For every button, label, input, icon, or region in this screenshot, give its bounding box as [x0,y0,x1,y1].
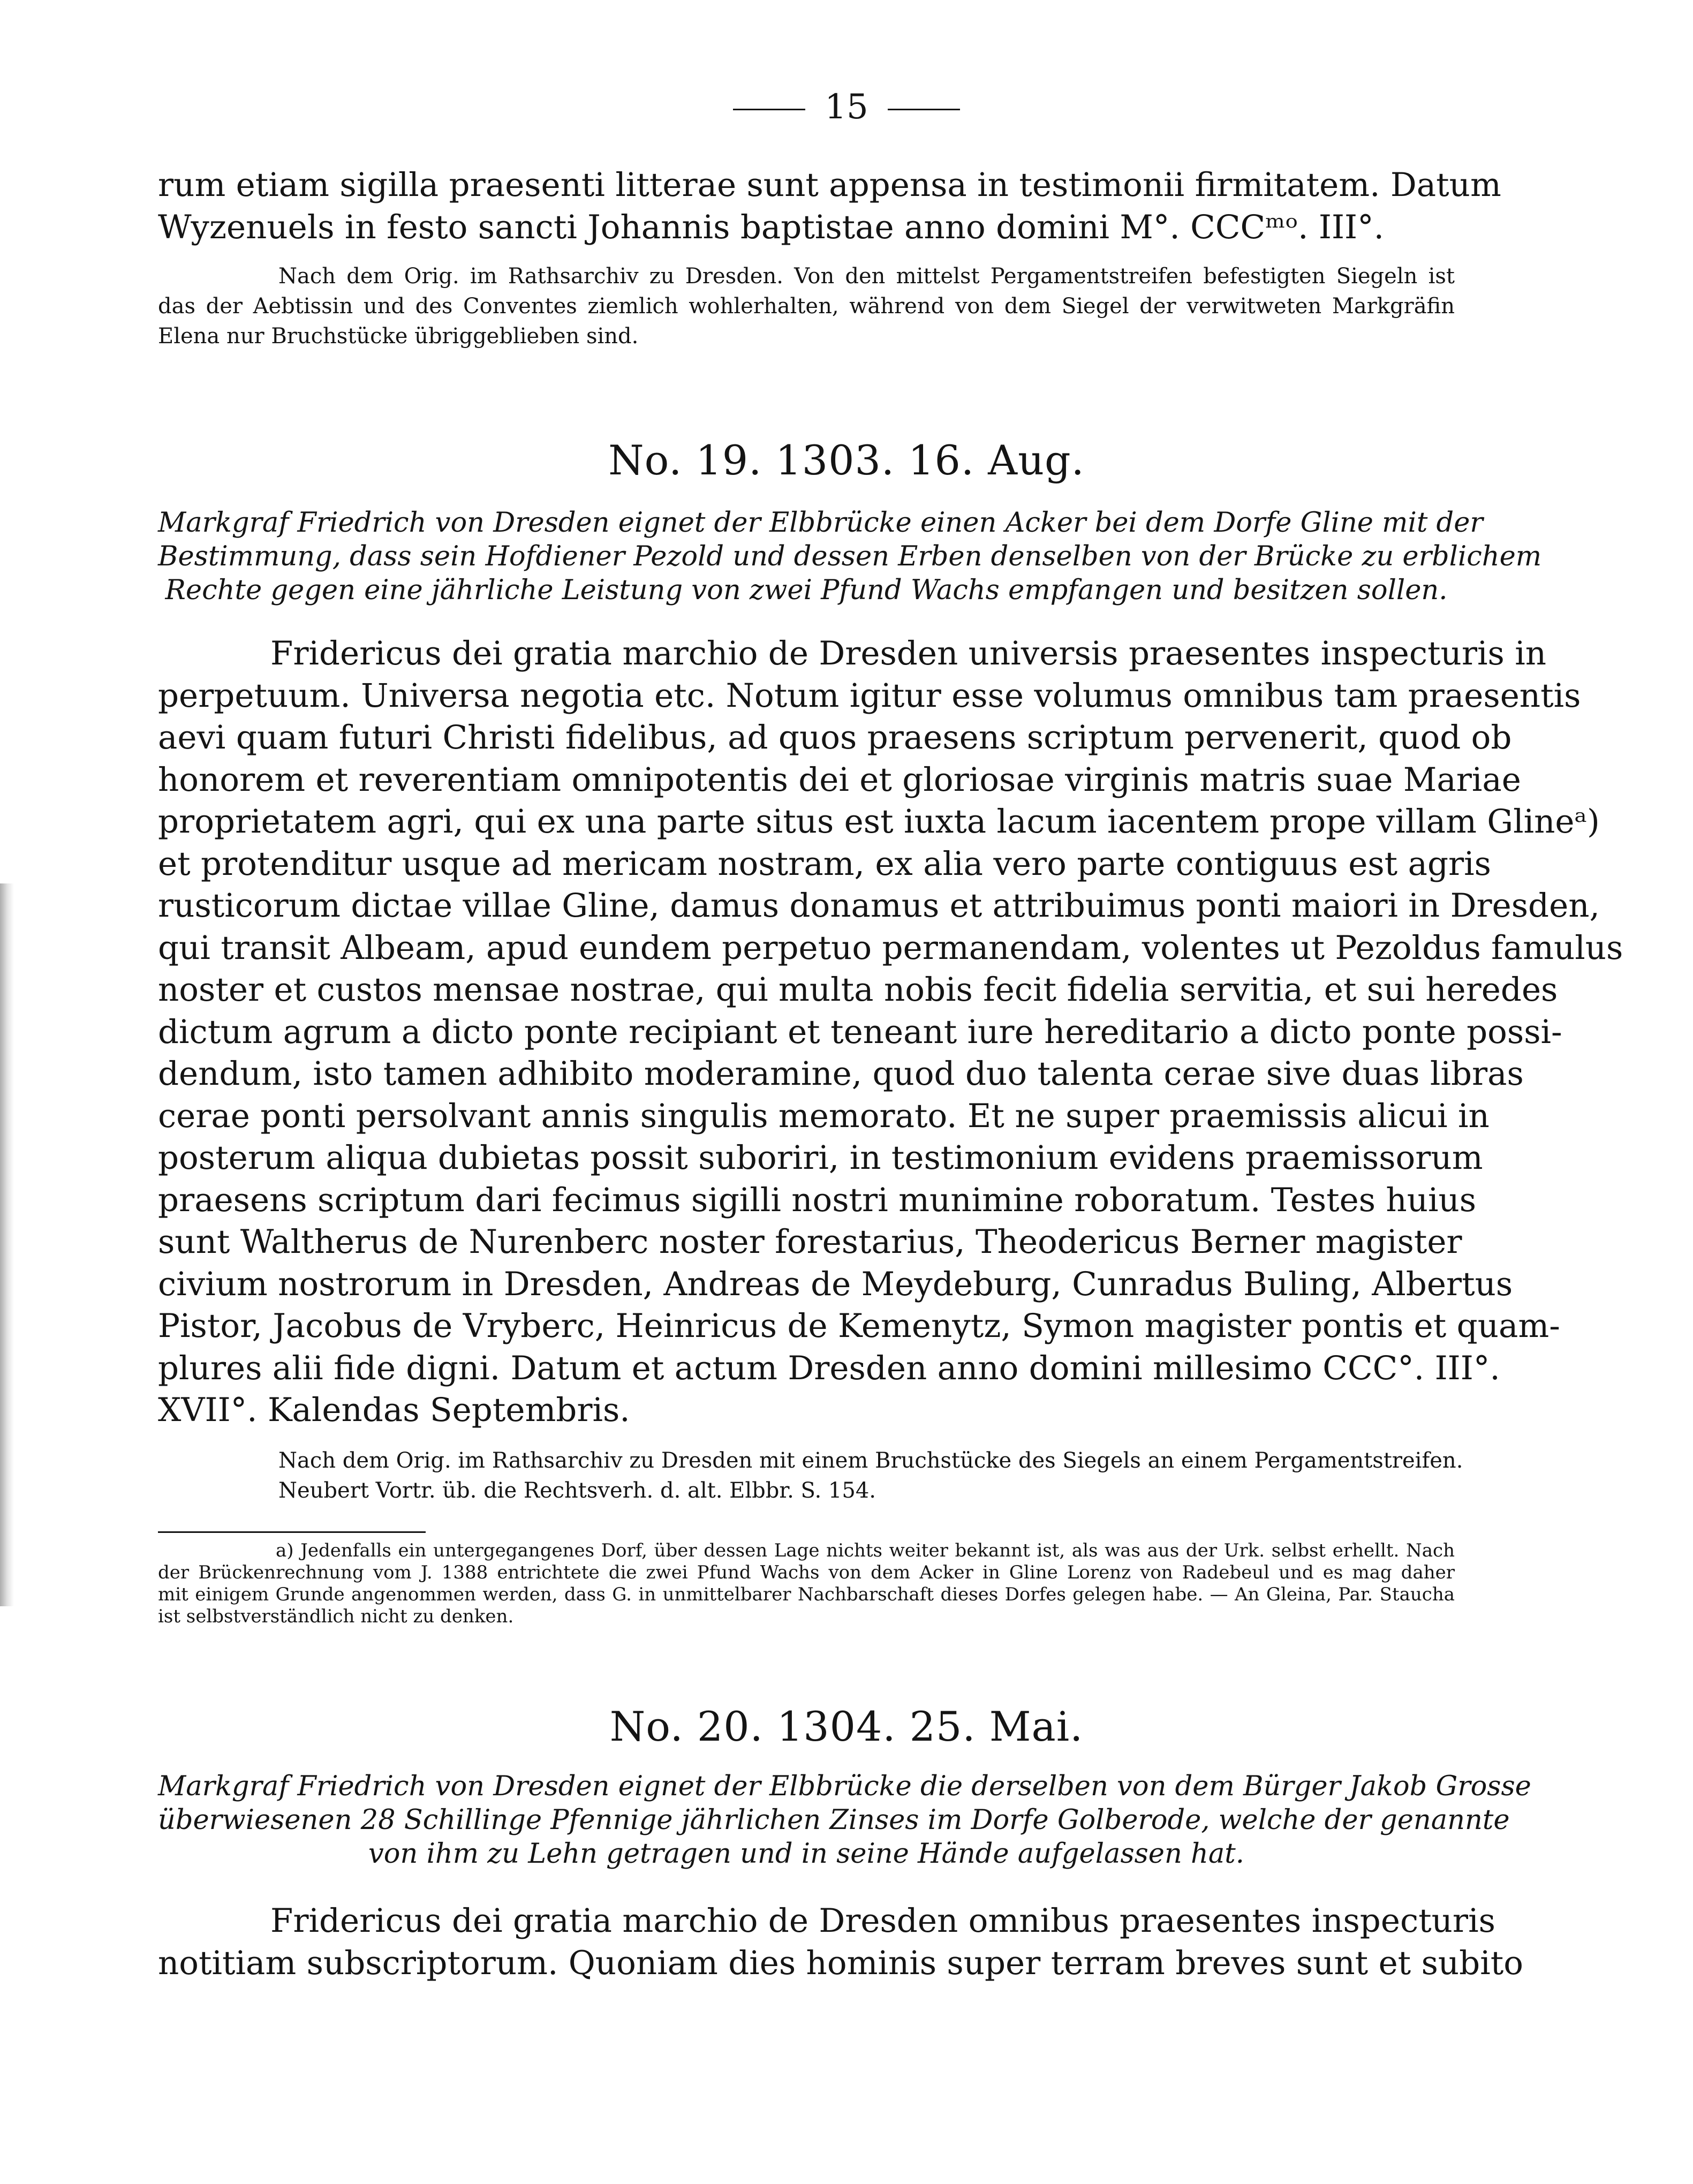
summary-line: Markgraf Friedrich von Dresden eignet der Elbbrücke die derselben von dem Bürger Jakob Grosse [158,1771,1531,1802]
note-line: Nach dem Orig. im Rathsarchiv zu Dresden mit einem Bruchstücke des Siegels an einem Pergamentstreifen. [278,1448,1463,1473]
text-line: perpetuum. Universa negotia etc. Notum igitur esse volumus omnibus tam praesentis [158,676,1581,715]
footnote-line: a) Jedenfalls ein untergegangenes Dorf, über dessen Lage nichts weiter bekannt ist, als was aus der Urk. selbst erhellt. Nach [276,1540,1455,1561]
page-number [0,86,1693,129]
folio-rule-right [888,109,960,110]
text-line: rum etiam sigilla praesenti litterae sunt appensa in testimonii firmitatem. Datum [158,166,1501,204]
summary-line: Bestimmung, dass sein Hofdiener Pezold und dessen Erben denselben von der Brücke zu erblichem [158,541,1542,572]
carryover-text [158,164,1501,248]
text-line: cerae ponti persolvant annis singulis memorato. Et ne super praemissis alicui in [158,1097,1490,1135]
document-summary-20 [158,1770,1531,1871]
folio-rule-left [733,109,805,110]
text-line: qui transit Albeam, apud eundem perpetuo permanendam, volentes ut Pezoldus famulus [158,928,1623,967]
text-line: praesens scriptum dari fecimus sigilli nostri munimine roboratum. Testes huius [158,1181,1477,1219]
text-line: dendum, isto tamen adhibito moderamine, quod duo talenta cerae sive duas libras [158,1055,1524,1093]
footnote-rule [158,1531,426,1533]
text-line: honorem et reverentiam omnipotentis dei et gloriosae virginis matris suae Mariae [158,760,1521,799]
text-line: civium nostrorum in Dresden, Andreas de Meydeburg, Cunradus Buling, Albertus [158,1265,1513,1303]
summary-line: von ihm zu Lehn getragen und in seine Hände aufgelassen hat. [368,1838,1244,1870]
footnote-line: ist selbstverständlich nicht zu denken. [158,1606,514,1627]
scan-edge-shadow [0,883,14,1606]
document-heading-19: No. 19. 1303. 16. Aug. [608,436,1085,484]
carryover-source-note [158,261,1455,351]
text-line: plures alii fide digni. Datum et actum Dresden anno domini millesimo CCC°. III°. [158,1349,1500,1387]
footnote-line: der Brückenrechnung vom J. 1388 entrichtete die zwei Pfund Wachs von dem Acker in Gline Lorenz von Radebeul und es mag daher [158,1562,1455,1583]
text-line: posterum aliqua dubietas possit suboriri, in testimonium evidens praemissorum [158,1139,1483,1177]
text-line: Fridericus dei gratia marchio de Dresden omnibus praesentes inspecturis [270,1902,1495,1940]
document-summary-19 [158,506,1542,607]
summary-line: Markgraf Friedrich von Dresden eignet der Elbbrücke einen Acker bei dem Dorfe Gline mit der [158,507,1483,539]
note-line: Neubert Vortr. üb. die Rechtsverh. d. alt. Elbbr. S. 154. [278,1478,876,1503]
document-source-note-19 [158,1446,1463,1506]
text-line: et protenditur usque ad mericam nostram, ex alia vero parte contiguus est agris [158,844,1491,883]
text-line: noster et custos mensae nostrae, qui multa nobis fecit fidelia servitia, et sui heredes [158,971,1558,1009]
text-line: dictum agrum a dicto ponte recipiant et teneant iure hereditario a dicto ponte possi- [158,1012,1562,1051]
footnote-line: mit einigem Grunde angenommen werden, dass G. in unmittelbarer Nachbarschaft dieses Dorfes gelegen habe. — An Gleina, Par. Staucha [158,1584,1455,1605]
text-line: rusticorum dictae villae Gline, damus donamus et attribuimus ponti maiori in Dresden, [158,887,1600,925]
note-line: Elena nur Bruchstücke übriggeblieben sind. [158,324,639,349]
document-heading-20: No. 20. 1304. 25. Mai. [609,1703,1084,1750]
note-line: Nach dem Orig. im Rathsarchiv zu Dresden. Von den mittelst Pergamentstreifen befestigten Siegeln ist [278,264,1455,289]
footnote-a [158,1540,1455,1628]
text-line: proprietatem agri, qui ex una parte situs est iuxta lacum iacentem prope villam Glineᵃ) [158,803,1600,841]
document-text-19 [158,633,1623,1432]
text-line: notitiam subscriptorum. Quoniam dies hominis super terram breves sunt et subito [158,1944,1523,1982]
text-line: XVII°. Kalendas Septembris. [158,1391,630,1429]
summary-line: überwiesenen 28 Schillinge Pfennige jährlichen Zinses im Dorfe Golberode, welche der genannte [158,1804,1510,1836]
document-text-20 [158,1900,1523,1984]
text-line: sunt Waltherus de Nurenberc noster forestarius, Theodericus Berner magister [158,1223,1462,1261]
text-line: Wyzenuels in festo sancti Johannis baptistae anno domini M°. CCCᵐᵒ. III°. [158,208,1385,246]
page-number-text: 15 [825,87,868,127]
note-line: das der Aebtissin und des Conventes ziemlich wohlerhalten, während von dem Siegel der verwitweten Markgräfin [158,294,1455,319]
text-line: aevi quam futuri Christi fidelibus, ad quos praesens scriptum pervenerit, quod ob [158,719,1512,757]
text-line: Fridericus dei gratia marchio de Dresden universis praesentes inspecturis in [270,634,1546,672]
text-line: Pistor, Jacobus de Vryberc, Heinricus de Kemenytz, Symon magister pontis et quam- [158,1307,1560,1345]
summary-line: Rechte gegen eine jährliche Leistung von zwei Pfund Wachs empfangen und besitzen sollen. [165,575,1448,606]
